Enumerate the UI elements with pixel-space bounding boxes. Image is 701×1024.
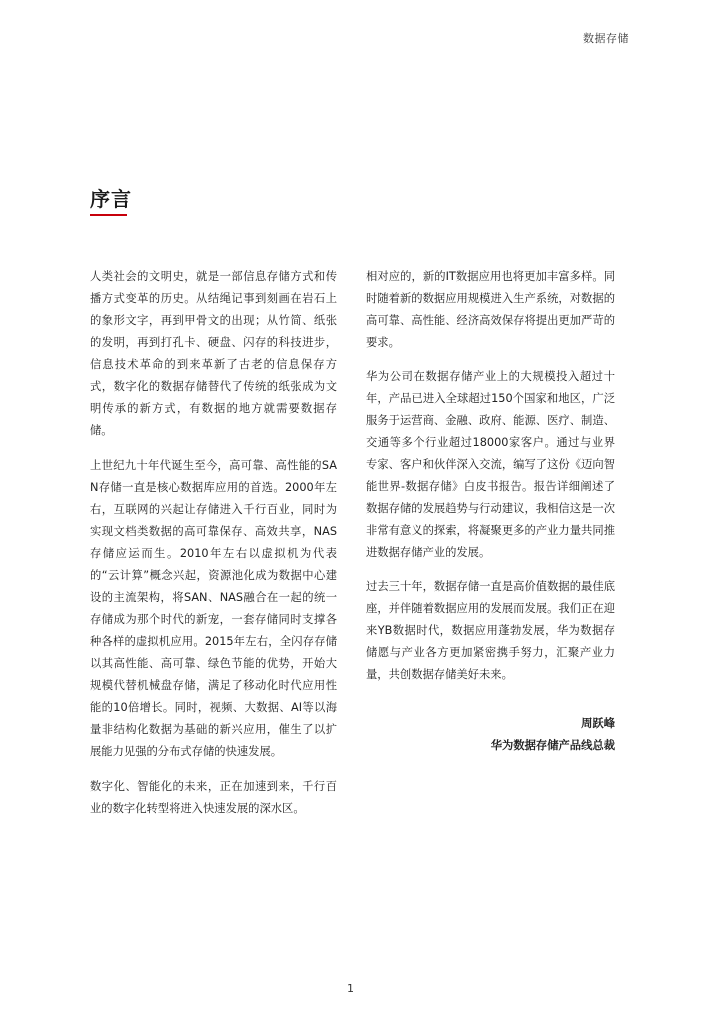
paragraph: 上世纪九十年代诞生至今，高可靠、高性能的SAN存储一直是核心数据库应用的首选。2000年左右，互联网的兴起让存储进入千行百业，同时为实现文档类数据的高可靠保存、高效共享，NAS存储应运而生。2010年左右以虚拟机为代表的“云计算”概念兴起，资源池化成为数据中心建设的主流架构，将SAN、NAS融合在一起的统一存储成为那个时代的新宠，一套存储同时支撑各种各样的虚拟机应用。2015年左右，全闪存存储以其高性能、高可靠、绿色节能的优势，开始大规模代替机械盘存储，满足了移动化时代应用性能的10倍增长。同时，视频、大数据、AI等以海量非结构化数据为基础的新兴应用，催生了以扩展能力见强的分布式存储的快速发展。: [90, 459, 337, 758]
left-column: [90, 266, 337, 833]
signature-block: [366, 713, 615, 757]
paragraph: 华为公司在数据存储产业上的大规模投入超过十年，产品已进入全球超过150个国家和地区，广泛服务于运营商、金融、政府、能源、医疗、制造、交通等多个行业超过18000家客户。通过与业界专家、客户和伙伴深入交流，编写了这份《迈向智能世界-数据存储》白皮书报告。报告详细阐述了数据存储的发展趋势与行动建议，我相信这是一次非常有意义的探索，将凝聚更多的产业力量共同推进数据存储产业的发展。: [366, 370, 615, 559]
right-column: [366, 266, 615, 757]
paragraph: 过去三十年，数据存储一直是高价值数据的最佳底座，并伴随着数据应用的发展而发展。我们正在迎来YB数据时代，数据应用蓬勃发展，华为数据存储愿与产业各方更加紧密携手努力，汇聚产业力量，共创数据存储美好未来。: [366, 580, 615, 681]
signature-name: 周跃峰: [581, 717, 615, 730]
header-section-label: 数据存储: [583, 32, 629, 45]
paragraph: 人类社会的文明史，就是一部信息存储方式和传播方式变革的历史。从结绳记事到刻画在岩石上的象形文字，再到甲骨文的出现；从竹简、纸张的发明，再到打孔卡、硬盘、闪存的科技进步，信息技术革命的到来革新了古老的信息保存方式，数字化的数据存储替代了传统的纸张成为文明传承的新方式，有数据的地方就需要数据存储。: [90, 270, 337, 437]
paragraph: 相对应的，新的IT数据应用也将更加丰富多样。同时随着新的数据应用规模进入生产系统，对数据的高可靠、高性能、经济高效保存将提出更加严苛的要求。: [366, 270, 615, 349]
title-underline: [90, 214, 127, 216]
page-number: 1: [347, 982, 354, 995]
page-title: 序言: [90, 187, 132, 211]
paragraph: 数字化、智能化的未来，正在加速到来，千行百业的数字化转型将进入快速发展的深水区。: [90, 780, 337, 815]
signature-role: 华为数据存储产品线总裁: [490, 739, 615, 752]
